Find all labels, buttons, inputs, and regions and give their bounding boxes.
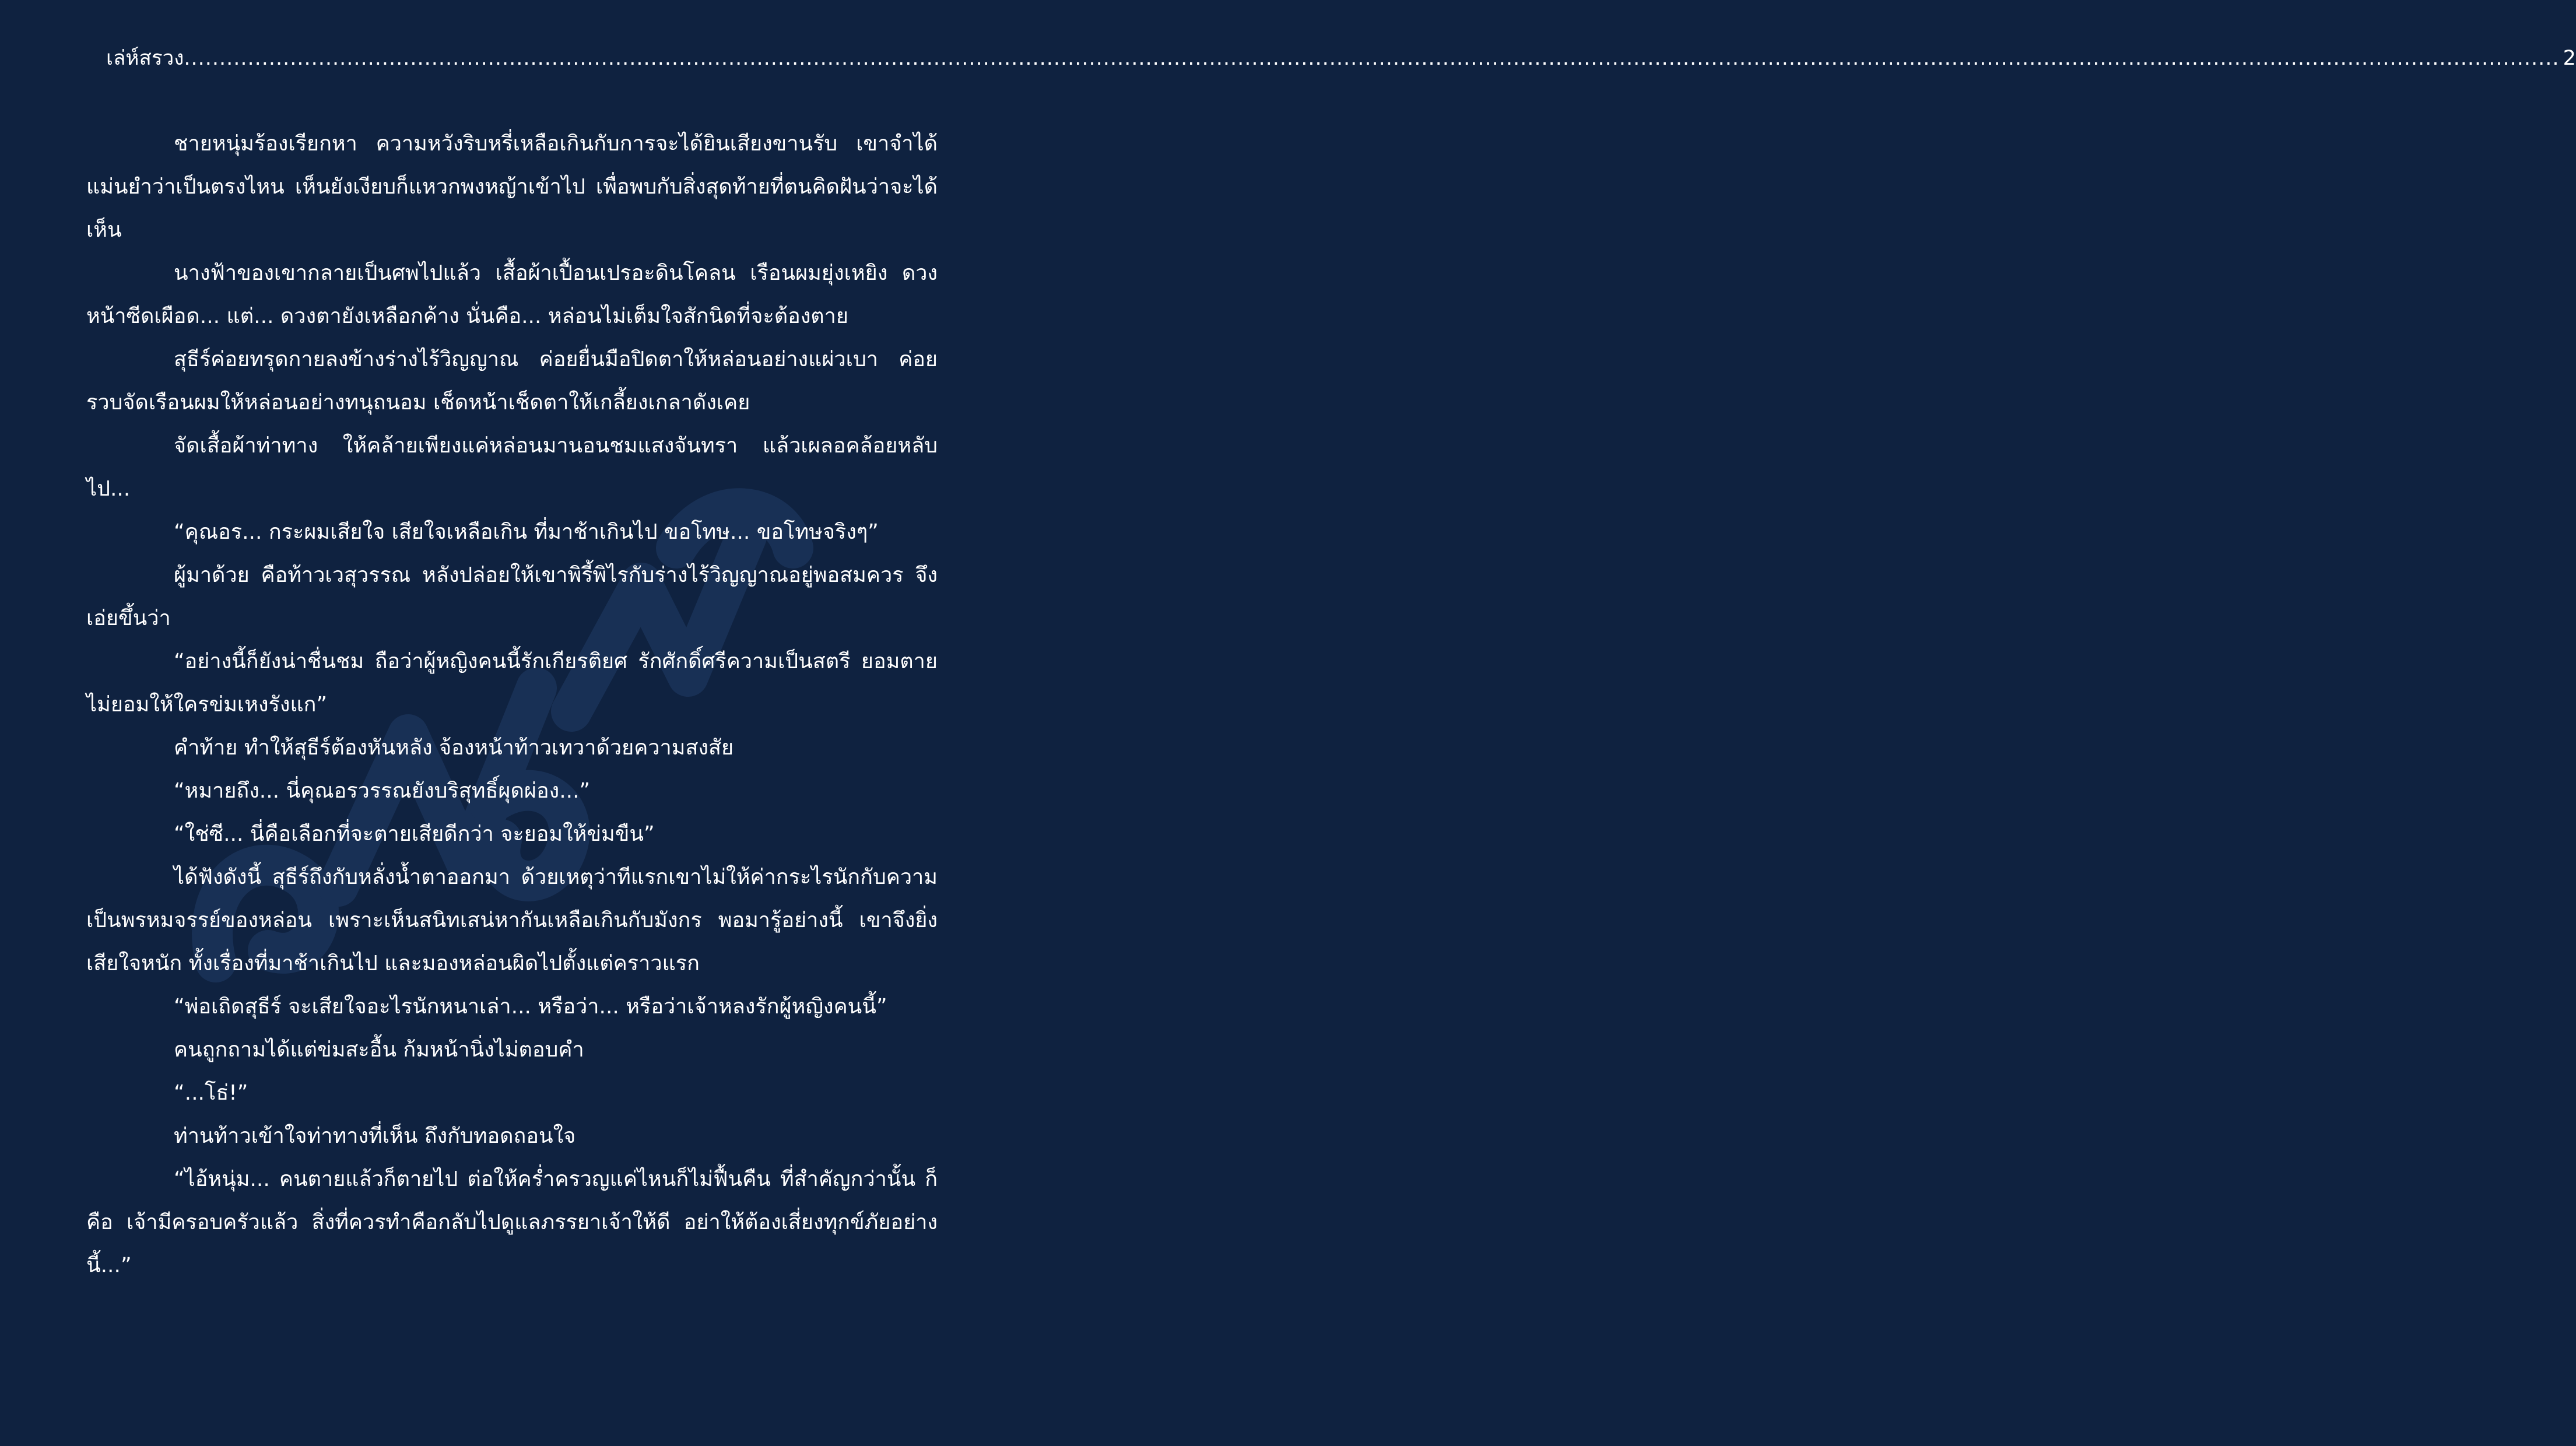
paragraph: “พ่อเถิดสุธีร์ จะเสียใจอะไรนักหนาเล่า... หรือว่า... หรือว่าเจ้าหลงรักผู้หญิงคนนี้” (174, 995, 887, 1019)
paragraph: คำท้าย ทำให้สุธีร์ต้องหันหลัง จ้องหน้าท้าวเทวาด้วยความสงสัย (174, 736, 734, 760)
paragraph: “ใช่ซี... นี่คือเลือกที่จะตายเสียดีกว่า จะยอมให้ข่มขืน” (174, 822, 655, 846)
paragraph: สุธีร์ค่อยทรุดกายลงข้างร่างไร้วิญญาณ ค่อยยื่นมือปิดตาให้หล่อนอย่างแผ่วเบา ค่อยรวบจัดเรือนผมให้หล่อนอย่างทนุถนอม เช็ดหน้าเช็ดตาให้เกลี้ยงเกลาดังเคย (86, 348, 938, 415)
paragraph: จัดเสื้อผ้าท่าทาง ให้คล้ายเพียงแค่หล่อนมานอนชมแสงจันทรา แล้วเผลอคล้อยหลับไป... (86, 434, 938, 501)
paragraph: “...โธ่!” (174, 1081, 248, 1105)
paragraph: “อย่างนี้ก็ยังน่าชื่นชม ถือว่าผู้หญิงคนนี้รักเกียรติยศ รักศักดิ์ศรีความเป็นสตรี ยอมตายไม่ยอมให้ใครข่มเหงรังแก” (86, 650, 938, 717)
paragraph: คนถูกถามได้แต่ข่มสะอื้น ก้มหน้านิ่งไม่ตอบคำ (174, 1038, 584, 1062)
story-body (86, 122, 938, 1347)
page-header (106, 41, 2576, 76)
page-number: 2 (2563, 47, 2576, 70)
book-title: เล่ห์สรวง (106, 47, 184, 70)
leader-dots: ................................................................................................................................................................................................................................................................................................................................................ (184, 47, 2560, 70)
paragraph: ชายหนุ่มร้องเรียกหา ความหวังริบหรี่เหลือเกินกับการจะได้ยินเสียงขานรับ เขาจำได้แม่นยำว่าเป็นตรงไหน เห็นยังเงียบก็แหวกพงหญ้าเข้าไป เพื่อพบกับสิ่งสุดท้ายที่ตนคิดฝันว่าจะได้เห็น (86, 132, 938, 242)
paragraph: “ไอ้หนุ่ม... คนตายแล้วก็ตายไป ต่อให้คร่ำครวญแค่ไหนก็ไม่ฟื้นคืน ที่สำคัญกว่านั้น ก็คือ เจ้ามีครอบครัวแล้ว สิ่งที่ควรทำคือกลับไปดูแลภรรยาเจ้าให้ดี อย่าให้ต้องเสี่ยงทุกข์ภัยอย่างนี้...” (86, 1167, 938, 1277)
paragraph: ท่านท้าวเข้าใจท่าทางที่เห็น ถึงกับทอดถอนใจ (174, 1124, 576, 1148)
paragraph: นางฟ้าของเขากลายเป็นศพไปแล้ว เสื้อผ้าเปื้อนเปรอะดินโคลน เรือนผมยุ่งเหยิง ดวงหน้าซีดเผือด... แต่... ดวงตายังเหลือกค้าง นั่นคือ... หล่อนไม่เต็มใจสักนิดที่จะต้องตาย (86, 261, 938, 328)
paragraph: ได้ฟังดังนี้ สุธีร์ถึงกับหลั่งน้ำตาออกมา ด้วยเหตุว่าทีแรกเขาไม่ให้ค่ากระไรนักกับความเป็นพรหมจรรย์ของหล่อน เพราะเห็นสนิทเสน่หากันเหลือเกินกับมังกร พอมารู้อย่างนี้ เขาจึงยิ่งเสียใจหนัก ทั้งเรื่องที่มาช้าเกินไป และมองหล่อนผิดไปตั้งแต่คราวแรก (86, 865, 938, 975)
paragraph: ผู้มาด้วย คือท้าวเวสุวรรณ หลังปล่อยให้เขาพิรี้พิไรกับร่างไร้วิญญาณอยู่พอสมควร จึงเอ่ยขึ้นว่า (86, 563, 938, 630)
paragraph: “คุณอร... กระผมเสียใจ เสียใจเหลือเกิน ที่มาช้าเกินไป ขอโทษ... ขอโทษจริงๆ” (174, 520, 879, 544)
paragraph: “หมายถึง... นี่คุณอรวรรณยังบริสุทธิ์ผุดผ่อง...” (174, 779, 591, 803)
